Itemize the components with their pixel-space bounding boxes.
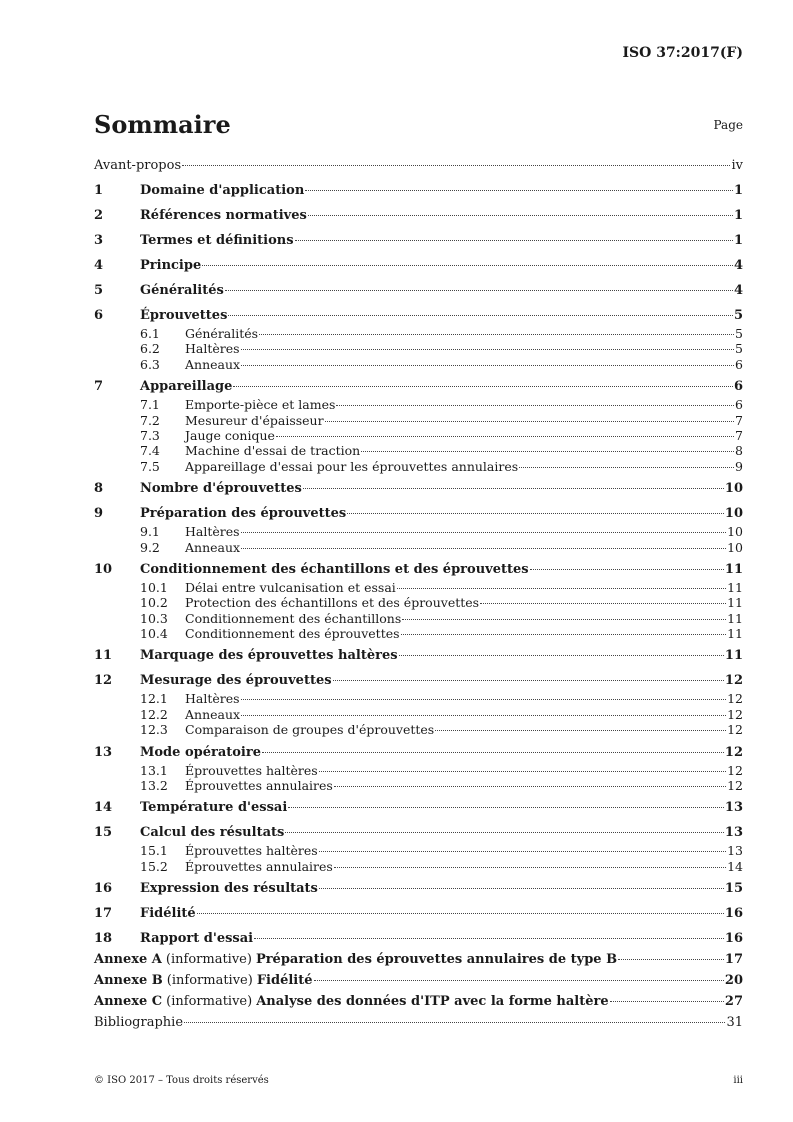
toc-leader-dots [182,165,730,166]
toc-leader-dots [184,1022,725,1023]
toc-number: 10.1 [140,579,168,595]
toc-page-number: iv [731,158,743,173]
toc-title: Emporte-pièce et lames [185,397,336,413]
toc-title: Protection des échantillons et des éprouvettes [185,595,480,611]
toc-entry[interactable] [94,280,743,301]
toc-number: 7.2 [140,412,160,428]
toc-leader-dots [519,467,734,468]
toc-entry[interactable] [94,949,743,970]
table-of-contents [94,155,743,1033]
toc-leader-dots [241,715,726,716]
toc-page-number: 11 [724,648,743,664]
toc-title: Éprouvettes annulaires [185,858,333,874]
toc-title: Analyse des données d'ITP avec la forme haltère [256,994,609,1010]
toc-entry[interactable] [94,822,743,843]
toc-annex-type: (informative) [166,973,253,989]
toc-title: Machine d'essai de traction [185,443,361,459]
toc-leader-dots [303,488,724,489]
toc-leader-dots [197,913,724,914]
toc-leader-dots [228,315,733,316]
toc-page-number: 5 [735,341,743,357]
footer-page-number: iii [733,1075,743,1086]
toc-title: Délai entre vulcanisation et essai [185,579,396,595]
toc-number: 6.2 [140,341,160,357]
toc-entry[interactable] [94,357,743,372]
toc-number: 5 [94,283,104,298]
toc-entry[interactable] [94,970,743,991]
toc-leader-dots [254,938,724,939]
toc-title: Bibliographie [94,1015,184,1031]
toc-entry[interactable] [94,428,743,443]
toc-title: Marquage des éprouvettes haltères [140,648,398,664]
toc-number: 7.3 [140,427,160,443]
toc-entry[interactable] [94,645,743,666]
toc-entry[interactable] [94,843,743,858]
toc-leader-dots [347,513,724,514]
toc-page-number: 7 [735,412,743,428]
toc-title: Anneaux [185,539,241,555]
toc-title: Éprouvettes haltères [185,843,318,859]
toc-leader-dots [333,680,724,681]
toc-entry[interactable] [94,878,743,899]
toc-leader-dots [262,752,724,753]
page-title: Sommaire [94,110,231,139]
toc-entry[interactable] [94,595,743,610]
footer [94,1075,743,1086]
toc-number: 18 [94,931,113,947]
toc-title: Anneaux [185,356,241,372]
toc-title: Références normatives [140,208,307,223]
toc-leader-dots [288,807,724,808]
toc-title: Expression des résultats [140,881,318,897]
toc-entry[interactable] [94,991,743,1012]
toc-number: 13.2 [140,778,168,794]
toc-page-number: 16 [724,906,743,922]
toc-number: 6 [94,308,104,323]
toc-leader-dots [305,190,733,191]
toc-title: Éprouvettes annulaires [185,778,333,794]
toc-number: 3 [94,233,104,248]
toc-entry[interactable] [94,742,743,763]
toc-page-number: 7 [735,427,743,443]
toc-number: 13 [94,744,113,760]
toc-entry[interactable] [94,722,743,737]
toc-page-number: 5 [735,326,743,341]
toc-page-number: 11 [727,579,743,595]
toc-leader-dots [285,832,724,833]
toc-title: Mesurage des éprouvettes [140,673,332,689]
toc-number: 12.3 [140,722,168,738]
toc-number: 7.1 [140,397,160,413]
toc-entry[interactable] [94,397,743,412]
toc-page-number: 10 [727,524,743,540]
toc-title: Haltères [185,691,240,707]
toc-entry[interactable] [94,459,743,474]
toc-entry[interactable] [94,524,743,539]
toc-title: Domaine d'application [140,183,305,198]
toc-entry[interactable] [94,255,743,276]
toc-annex-type: (informative) [165,952,252,968]
toc-number: 2 [94,208,104,223]
toc-page-number: 12 [724,673,743,689]
toc-entry[interactable] [94,540,743,555]
toc-title: Principe [140,258,202,273]
toc-leader-dots [618,959,724,960]
toc-leader-dots [241,548,726,549]
toc-page-number: 11 [727,610,743,626]
toc-annex-type: (informative) [166,994,253,1010]
toc-title: Préparation des éprouvettes annulaires de type B [255,952,618,968]
toc-leader-dots [241,532,727,533]
toc-page-number: 10 [724,506,743,522]
toc-number: 15 [94,825,113,841]
toc-entry[interactable] [94,559,743,580]
toc-page-number: 1 [733,233,743,248]
toc-page-number: 11 [727,626,743,642]
toc-entry[interactable] [94,180,743,201]
toc-title: Appareillage [140,379,233,395]
toc-title: Haltères [185,524,240,540]
toc-entry[interactable] [94,326,743,341]
toc-number: 12 [94,673,113,689]
toc-title: Haltères [185,341,240,357]
toc-page-number: 10 [724,481,743,497]
toc-page-number: 5 [733,308,743,323]
toc-page-number: 1 [733,208,743,223]
toc-entry[interactable] [94,903,743,924]
toc-page-number: 13 [724,825,743,841]
toc-leader-dots [336,405,734,406]
toc-leader-dots [319,771,726,772]
toc-page-number: 6 [735,356,743,372]
toc-entry[interactable] [94,1012,743,1033]
toc-number: 9.2 [140,539,160,555]
toc-page-number: 20 [724,973,743,989]
toc-number: 10.2 [140,595,168,611]
toc-entry[interactable] [94,626,743,641]
toc-entry[interactable] [94,691,743,706]
toc-entry[interactable] [94,763,743,778]
toc-number: 13.1 [140,762,168,778]
toc-page-number: 6 [735,397,743,413]
toc-page-number: 12 [727,706,743,722]
toc-number: 7.5 [140,458,160,474]
toc-number: 12.1 [140,691,168,707]
toc-leader-dots [361,451,734,452]
toc-title: Fidélité [256,973,313,989]
toc-page-number: 4 [733,258,743,273]
toc-number: 15.2 [140,858,168,874]
toc-page-number: 12 [727,778,743,794]
toc-leader-dots [295,240,733,241]
toc-title: Anneaux [185,706,241,722]
toc-title: Fidélité [140,906,196,922]
toc-page-number: 13 [724,800,743,816]
toc-number: 11 [94,648,113,664]
toc-entry[interactable] [94,859,743,874]
toc-page-number: 11 [724,561,743,577]
toc-page-number: 12 [727,691,743,707]
toc-entry[interactable] [94,443,743,458]
toc-leader-dots [314,980,724,981]
toc-entry[interactable] [94,478,743,499]
toc-number: 17 [94,906,113,922]
toc-title: Appareillage d'essai pour les éprouvettes annulaires [185,458,519,474]
toc-title: Généralités [185,326,259,341]
toc-leader-dots [319,851,726,852]
toc-leader-dots [399,655,724,656]
toc-entry[interactable] [94,707,743,722]
toc-number: 7.4 [140,443,160,459]
toc-entry[interactable] [94,230,743,251]
toc-number: 9 [94,506,104,522]
toc-leader-dots [233,386,733,387]
toc-title: Préparation des éprouvettes [140,506,347,522]
toc-title: Comparaison de groupes d'éprouvettes [185,722,435,738]
toc-entry[interactable] [94,341,743,356]
toc-number: 15.1 [140,843,168,859]
toc-title: Mesureur d'épaisseur [185,412,324,428]
toc-title: Conditionnement des échantillons [185,610,402,626]
page-column-label: Page [713,118,743,132]
toc-leader-dots [241,365,734,366]
toc-leader-dots [480,603,726,604]
toc-title: Éprouvettes [140,308,228,323]
toc-number: 4 [94,258,104,273]
toc-leader-dots [397,588,726,589]
toc-leader-dots [241,699,727,700]
toc-number: 7 [94,379,104,395]
toc-page-number: 6 [733,379,743,395]
toc-annex-label: Annexe B [94,973,163,989]
toc-leader-dots [530,569,724,570]
toc-leader-dots [402,619,726,620]
toc-number: 1 [94,183,104,198]
toc-entry[interactable] [94,305,743,326]
toc-leader-dots [334,867,726,868]
toc-page-number: 9 [735,458,743,474]
toc-title: Jauge conique [185,427,275,443]
toc-leader-dots [610,1001,724,1002]
toc-leader-dots [334,786,726,787]
toc-leader-dots [225,290,733,291]
toc-leader-dots [202,265,733,266]
toc-leader-dots [325,421,734,422]
toc-number: 8 [94,481,104,497]
toc-entry[interactable] [94,797,743,818]
toc-page-number: 31 [726,1015,743,1031]
toc-page-number: 14 [727,858,743,874]
toc-page-number: 13 [727,843,743,859]
toc-page-number: 8 [735,443,743,459]
toc-leader-dots [259,334,734,335]
toc-entry[interactable] [94,670,743,691]
toc-leader-dots [435,730,726,731]
toc-number: 6.3 [140,356,160,372]
toc-number: 10 [94,561,113,577]
toc-entry[interactable] [94,503,743,524]
toc-entry[interactable] [94,413,743,428]
toc-title: Calcul des résultats [140,825,285,841]
toc-title: Conditionnement des éprouvettes [185,626,400,642]
toc-title: Température d'essai [140,800,288,816]
toc-title: Éprouvettes haltères [185,762,318,778]
toc-title: Conditionnement des échantillons et des éprouvettes [140,561,529,577]
toc-number: 6.1 [140,326,160,341]
toc-number: 10.3 [140,610,168,626]
toc-page-number: 15 [724,881,743,897]
toc-page-number: 12 [727,722,743,738]
toc-page-number: 4 [733,283,743,298]
toc-title: Généralités [140,283,224,298]
toc-page-number: 11 [727,595,743,611]
toc-leader-dots [241,349,734,350]
toc-leader-dots [401,634,727,635]
toc-number: 9.1 [140,524,160,540]
toc-page-number: 16 [724,931,743,947]
toc-page-number: 1 [733,183,743,198]
toc-entry[interactable] [94,155,743,176]
toc-annex-label: Annexe C [94,994,163,1010]
toc-number: 12.2 [140,706,168,722]
header-standard-id: ISO 37:2017(F) [622,45,743,61]
toc-leader-dots [276,436,734,437]
toc-entry[interactable] [94,580,743,595]
toc-number: 14 [94,800,113,816]
toc-title: Avant-propos [94,158,182,173]
toc-entry[interactable] [94,611,743,626]
toc-page-number: 27 [724,994,743,1010]
toc-title: Termes et définitions [140,233,294,248]
toc-title: Nombre d'éprouvettes [140,481,302,497]
toc-leader-dots [319,888,724,889]
toc-number: 16 [94,881,113,897]
toc-number: 10.4 [140,626,168,642]
footer-copyright: © ISO 2017 – Tous droits réservés [94,1075,269,1086]
toc-page-number: 17 [724,952,743,968]
toc-title: Mode opératoire [140,744,261,760]
toc-page-number: 10 [727,539,743,555]
toc-page-number: 12 [727,762,743,778]
toc-entry[interactable] [94,928,743,949]
toc-entry[interactable] [94,376,743,397]
toc-page-number: 12 [724,744,743,760]
toc-annex-label: Annexe A [94,952,162,968]
toc-entry[interactable] [94,205,743,226]
toc-title: Rapport d'essai [140,931,254,947]
toc-entry[interactable] [94,778,743,793]
toc-leader-dots [308,215,733,216]
